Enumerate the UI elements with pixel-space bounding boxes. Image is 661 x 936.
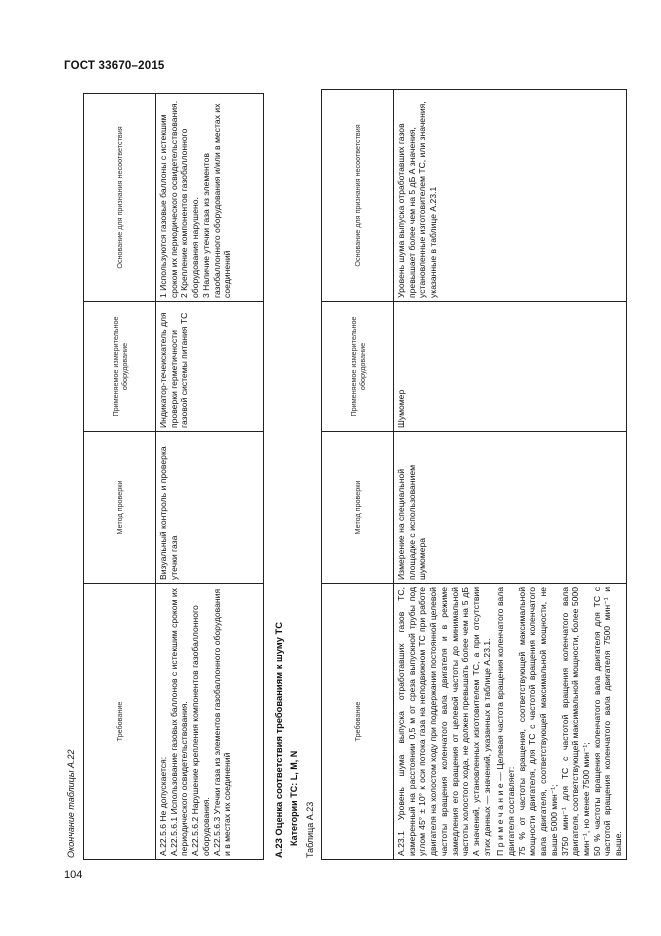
page-number: 104 [64, 869, 83, 881]
requirement-line: А.22.5.6.2 Нарушение крепления компонентов газобаллонного оборудования. [190, 605, 211, 856]
column-header: Требование [322, 584, 394, 860]
column-header: Метод проверки [322, 432, 394, 584]
note-line: 50 % частоты вращения коленчатого вала двигателя для ТС с частотой вращения коленчатого вала двигателя 7500 мин⁻¹ и выше. [591, 587, 624, 856]
table-a23 [321, 89, 627, 860]
note-line: 75 % от частоты вращения, соответствующей максимальной мощности двигателя, для ТС с частотой вращения коленчатого вала двигателя, соответствующей максимальной мощности, не выше 5000 мин⁻¹; [516, 587, 559, 856]
section-a23-block [273, 26, 624, 860]
grounds-cell [156, 94, 264, 302]
table-a23-header-row [322, 90, 394, 860]
column-header: Требование [84, 584, 156, 860]
table-a23-caption: Таблица А.23 [305, 801, 315, 858]
vehicle-categories: Категории ТС: L, M, N [289, 750, 299, 846]
requirement-line: А.22.5.6.1 Использование газовых баллонов с истекшим сроком их периодического освидетельствования. [168, 588, 190, 856]
equipment-cell: Шумомер [394, 302, 627, 432]
table-a22 [83, 93, 264, 860]
section-heading: А.23 Оценка соответствия требованиям к шуму ТС [273, 621, 284, 858]
column-header: Применяемое измерительное оборудование [322, 302, 394, 432]
method-cell: Измерение на специальной площадке с использованием шумомера [394, 432, 627, 584]
table-row [156, 94, 264, 860]
requirement-text: А.23.1 Уровень шума выпуска отработавших газов ТС, измеренный на расстоянии 0,5 м от среза выпускной трубы под углом 45° ± 10° к оси потока газа на неподвижном ТС при работе двигателя на холостом ходу при поддержании постоянной целевой частоты вращения коленчатого вала двигателя и в режиме замедления его вращения от целевой частоты до минимальной частоты холостого хода, не должен превышать более чем на 5 дБ А значений, установленных изготовителем ТС, а при отсутствии этих данных — значений, указанных в таблице А.23.1. [396, 587, 492, 856]
grounds-line: 2 Крепление компонентов газобаллонного оборудования нарушено. [179, 128, 201, 298]
column-header: Основание для признания несоответствия [322, 90, 394, 302]
note-intro [495, 587, 516, 856]
requirement-line: А.22.5.6 Не допускается: [158, 756, 168, 856]
note-line: — Целевая частота вращения коленчатого вала двигателя составляет: [495, 586, 517, 856]
method-cell: Визуальный контроль и проверка утечки газа [156, 432, 264, 584]
document-header: ГОСТ 33670–2015 [64, 60, 165, 72]
requirement-line: А.22.5.6.3 Утечки газа из элементов газобаллонного оборудования и в местах их соединений [211, 588, 233, 856]
column-header: Применяемое измерительное оборудование [84, 302, 156, 432]
column-header: Метод проверки [84, 432, 156, 584]
table-a22-header-row [84, 94, 156, 860]
grounds-cell: Уровень шума выпуска отработавших газов превышает более чем на 5 дБ А значения, установленные изготовителем ТС, или значения, указанные в таблице А.23.1 [394, 90, 627, 302]
requirement-cell [156, 584, 264, 860]
grounds-line: 1 Используются газовые баллоны с истекшим сроком их периодического освидетельствования. [158, 100, 179, 298]
note-label: П р и м е ч а н и е [495, 783, 506, 856]
note-line: 3750 мин⁻¹ для ТС с частотой вращения коленчатого вала двигателя, соответствующей максимальной мощности, более 5000 мин⁻¹, но менее 7500 мин⁻¹; [559, 587, 591, 856]
table-a22-caption: Окончание таблицы А.22 [66, 749, 76, 858]
column-header: Основание для признания несоответствия [84, 94, 156, 302]
equipment-cell: Индикатор-течеискатель для проверки герметичности газовой системы питания ТС [156, 302, 264, 432]
requirement-cell [394, 584, 627, 860]
table-row [394, 90, 627, 860]
grounds-line: 3 Наличие утечки газа из элементов газобаллонного оборудования и/или в местах их соединений [200, 103, 233, 298]
